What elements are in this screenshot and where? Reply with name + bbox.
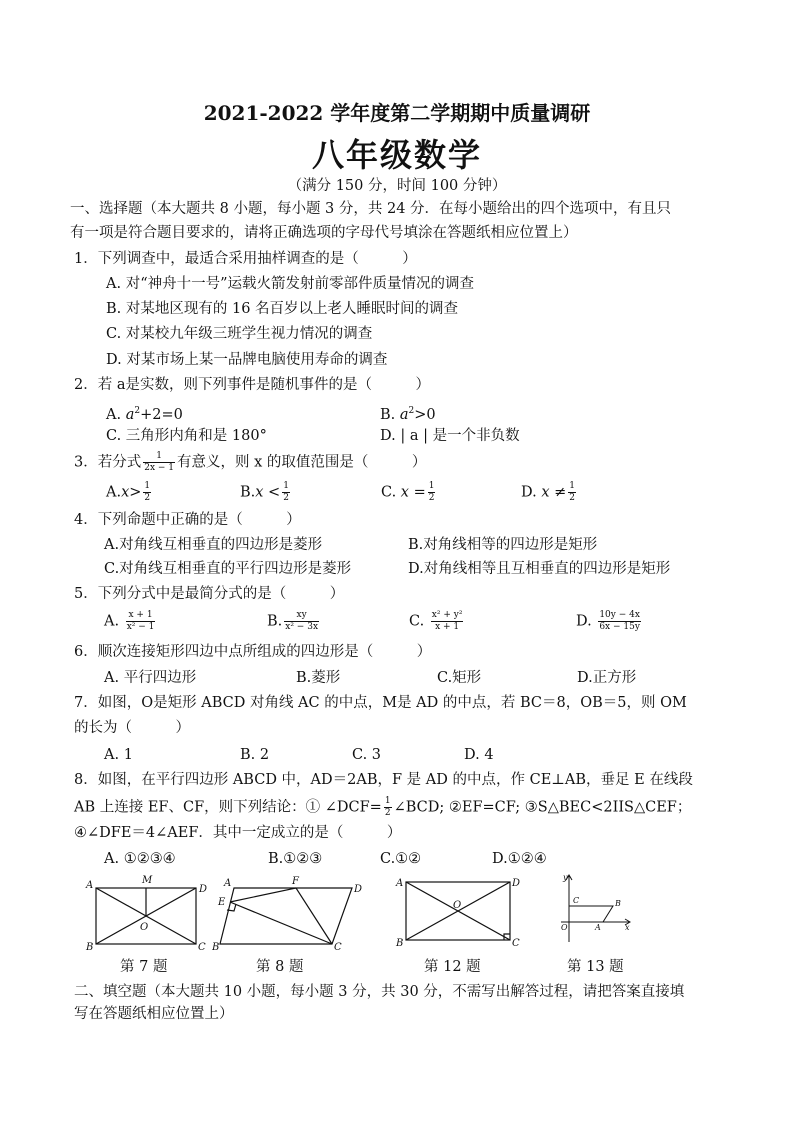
q5-option-d: D. $\frac{10y - 4x}{6x - 15y}$ xyxy=(576,610,640,632)
q1-option-c: C. 对某校九年级三班学生视力情况的调查 xyxy=(106,326,373,342)
fig8-label-e: E xyxy=(218,897,226,908)
figure-7-rectangle xyxy=(84,872,214,954)
q6-option-a: A. 平行四边形 xyxy=(104,670,197,686)
q1-option-d: D. 对某市场上某一品牌电脑使用寿命的调查 xyxy=(106,352,388,368)
q1-option-a: A. 对“神舟十一号”运载火箭发射前零部件质量情况的调查 xyxy=(106,276,475,292)
figure-7-caption: 第 7 题 xyxy=(120,959,168,975)
q8-stem-line1: 8．如图，在平行四边形 ABCD 中，AD＝2AB，F 是 AD 的中点，作 CE⊥AB，垂足 E 在线段 xyxy=(74,772,693,788)
fig13-label-a: A xyxy=(595,923,601,932)
fig8-label-d: D xyxy=(354,884,362,895)
q5-option-c: C. $\frac{\text{x² + y²}}{x + 1}$ xyxy=(409,610,463,632)
q6-option-d: D.正方形 xyxy=(577,670,637,686)
fig7-label-m: M xyxy=(142,875,153,886)
figure-13-caption: 第 13 题 xyxy=(567,959,624,975)
exam-subject-title: 八年级数学 xyxy=(311,136,482,174)
fig8-label-c: C xyxy=(334,942,342,953)
q7-stem-line1: 7．如图，O是矩形 ABCD 对角线 AC 的中点，M是 AD 的中点，若 BC＝8，OB＝5，则 OM xyxy=(74,695,687,711)
q5-option-b: B. $\frac{xy}{\text{x² − 3x}}$ xyxy=(267,610,319,632)
q8-option-a: A. ①②③④ xyxy=(104,851,176,867)
fig7-label-c: C xyxy=(198,942,206,953)
section2-instructions-1: 二、填空题（本大题共 10 小题，每小题 3 分，共 30 分，不需写出解答过程，请把答案直接填 xyxy=(74,984,685,1000)
fig13-label-x: x xyxy=(625,923,630,932)
figure-12-rectangle xyxy=(392,872,527,954)
q7-option-c: C. 3 xyxy=(352,747,382,763)
figure-13-coordinate-plane xyxy=(555,872,635,954)
q6-option-b: B.菱形 xyxy=(296,670,341,686)
q8-stem-line2: AB 上连接 EF、CF，则下列结论：① ∠DCF= $\frac{1}{2}$ ∠BCD; ②EF=CF; ③S△BEC<2IIS△CEF； xyxy=(74,796,692,818)
fig12-label-o: O xyxy=(453,900,462,911)
fig7-label-a: A xyxy=(86,880,94,891)
q8-stem-line3: ④∠DFE＝4∠AEF．其中一定成立的是（ ） xyxy=(74,825,402,841)
figure-12-caption: 第 12 题 xyxy=(424,959,481,975)
q8-option-d: D.①②④ xyxy=(492,851,547,867)
q3-option-b: B.x < $\frac{1}{2}$ xyxy=(240,481,289,503)
q8-option-b: B.①②③ xyxy=(268,851,323,867)
q3-stem: 3．若分式 $\frac{1}{2x - 1}$ 有意义，则 x 的取值范围是（ ） xyxy=(74,451,427,473)
fig12-label-c: C xyxy=(512,938,520,949)
q2-option-a: A. $a^2+2=0$ xyxy=(106,406,183,423)
q4-option-d: D.对角线相等且互相垂直的四边形是矩形 xyxy=(408,561,671,577)
q4-option-a: A.对角线互相垂直的四边形是菱形 xyxy=(104,537,323,553)
q2-stem: 2．若 a是实数，则下列事件是随机事件的是（ ） xyxy=(74,377,430,393)
exam-score-time: （满分 150 分，时间 100 分钟） xyxy=(287,178,507,194)
figure-8-parallelogram xyxy=(212,872,362,954)
exam-term-title: 2021-2022 学年度第二学期期中质量调研 xyxy=(203,101,591,125)
q2-option-d: D. | a | 是一个非负数 xyxy=(380,428,520,444)
fig7-label-b: B xyxy=(86,942,94,953)
q6-option-c: C.矩形 xyxy=(437,670,482,686)
fig12-label-b: B xyxy=(396,938,404,949)
fig8-label-b: B xyxy=(212,942,220,953)
fig13-label-y: y xyxy=(563,873,568,882)
q1-stem: 1．下列调查中，最适合采用抽样调查的是（ ） xyxy=(74,251,417,267)
q5-option-a: A. $\frac{x + 1}{\text{x² − 1}}$ xyxy=(104,610,155,632)
section1-instructions-2: 有一项是符合题目要求的，请将正确选项的字母代号填涂在答题纸相应位置上） xyxy=(70,225,578,241)
q4-option-b: B.对角线相等的四边形是矩形 xyxy=(408,537,598,553)
fig13-label-c: C xyxy=(573,896,580,905)
q7-stem-line2: 的长为（ ） xyxy=(74,720,190,736)
section1-instructions-1: 一、选择题（本大题共 8 小题，每小题 3 分，共 24 分．在每小题给出的四个选项中，有且只 xyxy=(70,201,672,217)
fig12-label-a: A xyxy=(396,878,404,889)
q7-option-a: A. 1 xyxy=(104,747,133,763)
q1-option-b: B. 对某地区现有的 16 名百岁以上老人睡眠时间的调查 xyxy=(106,301,459,317)
fig7-label-d: D xyxy=(199,884,208,895)
q2-option-c: C. 三角形内角和是 180° xyxy=(106,428,267,444)
q3-option-c: C. x = $\frac{1}{2}$ xyxy=(381,481,435,503)
q3-option-d: D. x ≠ $\frac{1}{2}$ xyxy=(521,481,575,503)
q7-option-d: D. 4 xyxy=(464,747,494,763)
q2-option-b: B. $a^2>0$ xyxy=(380,406,436,423)
fig13-label-o: O xyxy=(561,923,568,932)
fig8-label-f: F xyxy=(292,876,299,887)
q3-option-a: A.x> $\frac{1}{2}$ xyxy=(106,481,151,503)
fig13-label-b: B xyxy=(615,899,621,908)
fig8-label-a: A xyxy=(224,878,232,889)
q4-stem: 4．下列命题中正确的是（ ） xyxy=(74,512,301,528)
fig12-label-d: D xyxy=(512,878,521,889)
section2-instructions-2: 写在答题纸相应位置上） xyxy=(74,1006,234,1022)
q3-fraction: $\frac{1}{2x - 1}$ xyxy=(144,451,175,473)
q8-option-c: C.①② xyxy=(380,851,422,867)
fig7-label-o: O xyxy=(140,922,149,933)
q7-option-b: B. 2 xyxy=(240,747,270,763)
q5-stem: 5．下列分式中是最简分式的是（ ） xyxy=(74,586,345,602)
figure-8-caption: 第 8 题 xyxy=(256,959,304,975)
q4-option-c: C.对角线互相垂直的平行四边形是菱形 xyxy=(104,561,352,577)
q6-stem: 6．顺次连接矩形四边中点所组成的四边形是（ ） xyxy=(74,644,432,660)
